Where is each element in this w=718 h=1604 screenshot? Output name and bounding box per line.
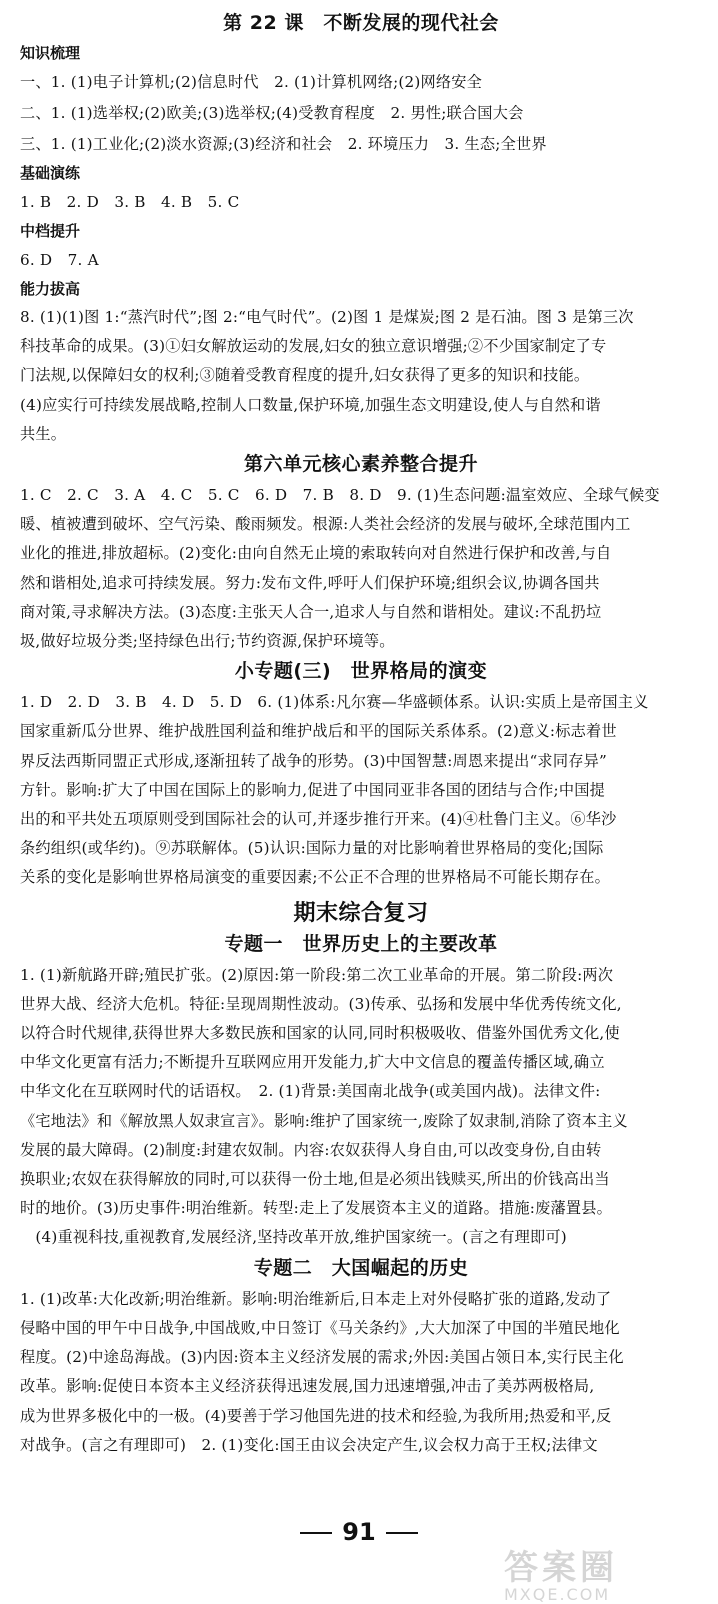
answer-line: 程度。(2)中途岛海战。(3)内因:资本主义经济发展的需求;外因:美国占领日本,实行民主化	[20, 1348, 624, 1367]
answer-line: 方针。影响:扩大了中国在国际上的影响力,促进了中国同亚非各国的团结与合作;中国提	[20, 780, 605, 799]
lesson-title: 第 22 课 不断发展的现代社会	[223, 12, 499, 34]
answer-line: 1. (1)改革:大化改新;明治维新。影响:明治维新后,日本走上对外侵略扩张的道路,发动了	[20, 1289, 612, 1308]
final-review-title: 期末综合复习	[293, 900, 429, 926]
answer-line: 界反法西斯同盟正式形成,逐渐扭转了战争的形势。(3)中国智慧:周恩来提出“求同存异”	[20, 751, 607, 770]
answer-line: 时的地价。(3)历史事件:明治维新。转型:走上了发展资本主义的道路。措施:废藩置县。	[20, 1199, 613, 1218]
answer-line: 《宅地法》和《解放黑人奴隶宣言》。影响:维护了国家统一,废除了奴隶制,消除了资本主义	[20, 1111, 628, 1130]
answer-line: 中华文化更富有活力;不断提升互联网应用开发能力,扩大中文信息的覆盖传播区域,确立	[20, 1053, 605, 1072]
answer-line: 共生。	[20, 424, 67, 443]
answer-line: 成为世界多极化中的一极。(4)要善于学习他国先进的技术和经验,为我所用;热爱和平,反	[20, 1406, 612, 1425]
section-heading-knowledge: 知识梳理	[20, 44, 81, 62]
answer-line: 关系的变化是影响世界格局演变的重要因素;不公正不合理的世界格局不可能长期存在。	[20, 868, 611, 887]
topic-title: 专题二 大国崛起的历史	[253, 1256, 469, 1279]
watermark-text-en: MXQE.COM	[504, 1585, 611, 1604]
answer-line: 换职业;农奴在获得解放的同时,可以获得一份土地,但是必须出钱赎买,所出的价钱高出当	[20, 1170, 610, 1189]
answer-line: 对战争。(言之有理即可) 2. (1)变化:国王由议会决定产生,议会权力高于王权;法律文	[20, 1435, 598, 1454]
answer-line: 三、1. (1)工业化;(2)淡水资源;(3)经济和社会 2. 环境压力 3. 生态;全世界	[20, 135, 547, 153]
answer-line: (4)应实行可持续发展战略,控制人口数量,保护环境,加强生态文明建设,使人与自然和谐	[20, 395, 601, 414]
answer-line: 科技革命的成果。(3)①妇女解放运动的发展,妇女的独立意识增强;②不少国家制定了专	[20, 337, 607, 356]
page-number: 91	[342, 1518, 376, 1546]
footer-dash-right	[386, 1532, 418, 1534]
answer-line: (4)重视科技,重视教育,发展经济,坚持改革开放,维护国家统一。(言之有理即可)	[20, 1228, 567, 1247]
unit-title: 第六单元核心素养整合提升	[243, 453, 478, 476]
answer-line: 门法规,以保障妇女的权利;③随着受教育程度的提升,妇女获得了更多的知识和技能。	[20, 366, 590, 385]
section-heading-basic: 基础演练	[20, 164, 81, 182]
answer-line: 一、1. (1)电子计算机;(2)信息时代 2. (1)计算机网络;(2)网络安全	[20, 73, 483, 91]
answer-line: 1. (1)新航路开辟;殖民扩张。(2)原因:第一阶段:第二次工业革命的开展。第二阶段:两次	[20, 965, 614, 984]
topic-title: 小专题(三) 世界格局的演变	[234, 660, 488, 683]
answer-page	[20, 8, 702, 1460]
answer-line: 1. B 2. D 3. B 4. B 5. C	[20, 193, 240, 211]
watermark-logo	[504, 1540, 704, 1604]
answer-line: 8. (1)(1)图 1:“蒸汽时代”;图 2:“电气时代”。(2)图 1 是煤炭;图 2 是石油。图 3 是第三次	[20, 308, 634, 326]
answer-line: 改革。影响:促使日本资本主义经济获得迅速发展,国力迅速增强,冲击了美苏两极格局,	[20, 1377, 595, 1396]
answer-line: 世界大战、经济大危机。特征:呈现周期性波动。(3)传承、弘扬和发展中华优秀传统文化,	[20, 994, 622, 1013]
watermark-text-cn: 答案圈	[504, 1548, 618, 1588]
answer-line: 侵略中国的甲午中日战争,中国战败,中日签订《马关条约》,大大加深了中国的半殖民地化	[20, 1318, 620, 1337]
answer-line: 业化的推进,排放超标。(2)变化:由向自然无止境的索取转向对自然进行保护和改善,与自	[20, 544, 612, 563]
footer-dash-left	[300, 1532, 332, 1534]
answer-line: 中华文化在互联网时代的话语权。 2. (1)背景:美国南北战争(或美国内战)。法律文件:	[20, 1082, 601, 1101]
answer-line: 条约组织(或华约)。⑨苏联解体。(5)认识:国际力量的对比影响着世界格局的变化;国际	[20, 839, 604, 858]
answer-line: 1. D 2. D 3. B 4. D 5. D 6. (1)体系:凡尔赛—华盛顿体系。认识:实质上是帝国主义	[20, 693, 649, 712]
topic-title: 专题一 世界历史上的主要改革	[224, 932, 498, 955]
answer-line: 出的和平共处五项原则受到国际社会的认可,并逐步推行开来。(4)④杜鲁门主义。⑥华沙	[20, 810, 617, 829]
answer-line: 1. C 2. C 3. A 4. C 5. C 6. D 7. B 8. D 9. (1)生态问题:温室效应、全球气候变	[20, 486, 660, 505]
answer-line: 圾,做好垃圾分类;坚持绿色出行;节约资源,保护环境等。	[20, 632, 395, 651]
answer-line: 6. D 7. A	[20, 251, 99, 269]
answer-line: 二、1. (1)选举权;(2)欧美;(3)选举权;(4)受教育程度 2. 男性;联合国大会	[20, 104, 524, 122]
section-heading-advanced: 能力拔高	[20, 280, 81, 298]
answer-line: 商对策,寻求解决方法。(3)态度:主张天人合一,追求人与自然和谐相处。建议:不乱扔垃	[20, 602, 602, 621]
answer-line: 发展的最大障碍。(2)制度:封建农奴制。内容:农奴获得人身自由,可以改变身份,自由转	[20, 1140, 602, 1159]
answer-line: 以符合时代规律,获得世界大多数民族和国家的认同,同时积极吸收、借鉴外国优秀文化,使	[20, 1024, 620, 1043]
answer-line: 然和谐相处,追求可持续发展。努力:发布文件,呼吁人们保护环境;组织会议,协调各国共	[20, 573, 600, 592]
answer-line: 暖、植被遭到破坏、空气污染、酸雨频发。根源:人类社会经济的发展与破坏,全球范围内工	[20, 515, 631, 534]
answer-line: 国家重新瓜分世界、维护战胜国利益和维护战后和平的国际关系体系。(2)意义:标志着世	[20, 722, 617, 741]
section-heading-middle: 中档提升	[20, 222, 81, 240]
